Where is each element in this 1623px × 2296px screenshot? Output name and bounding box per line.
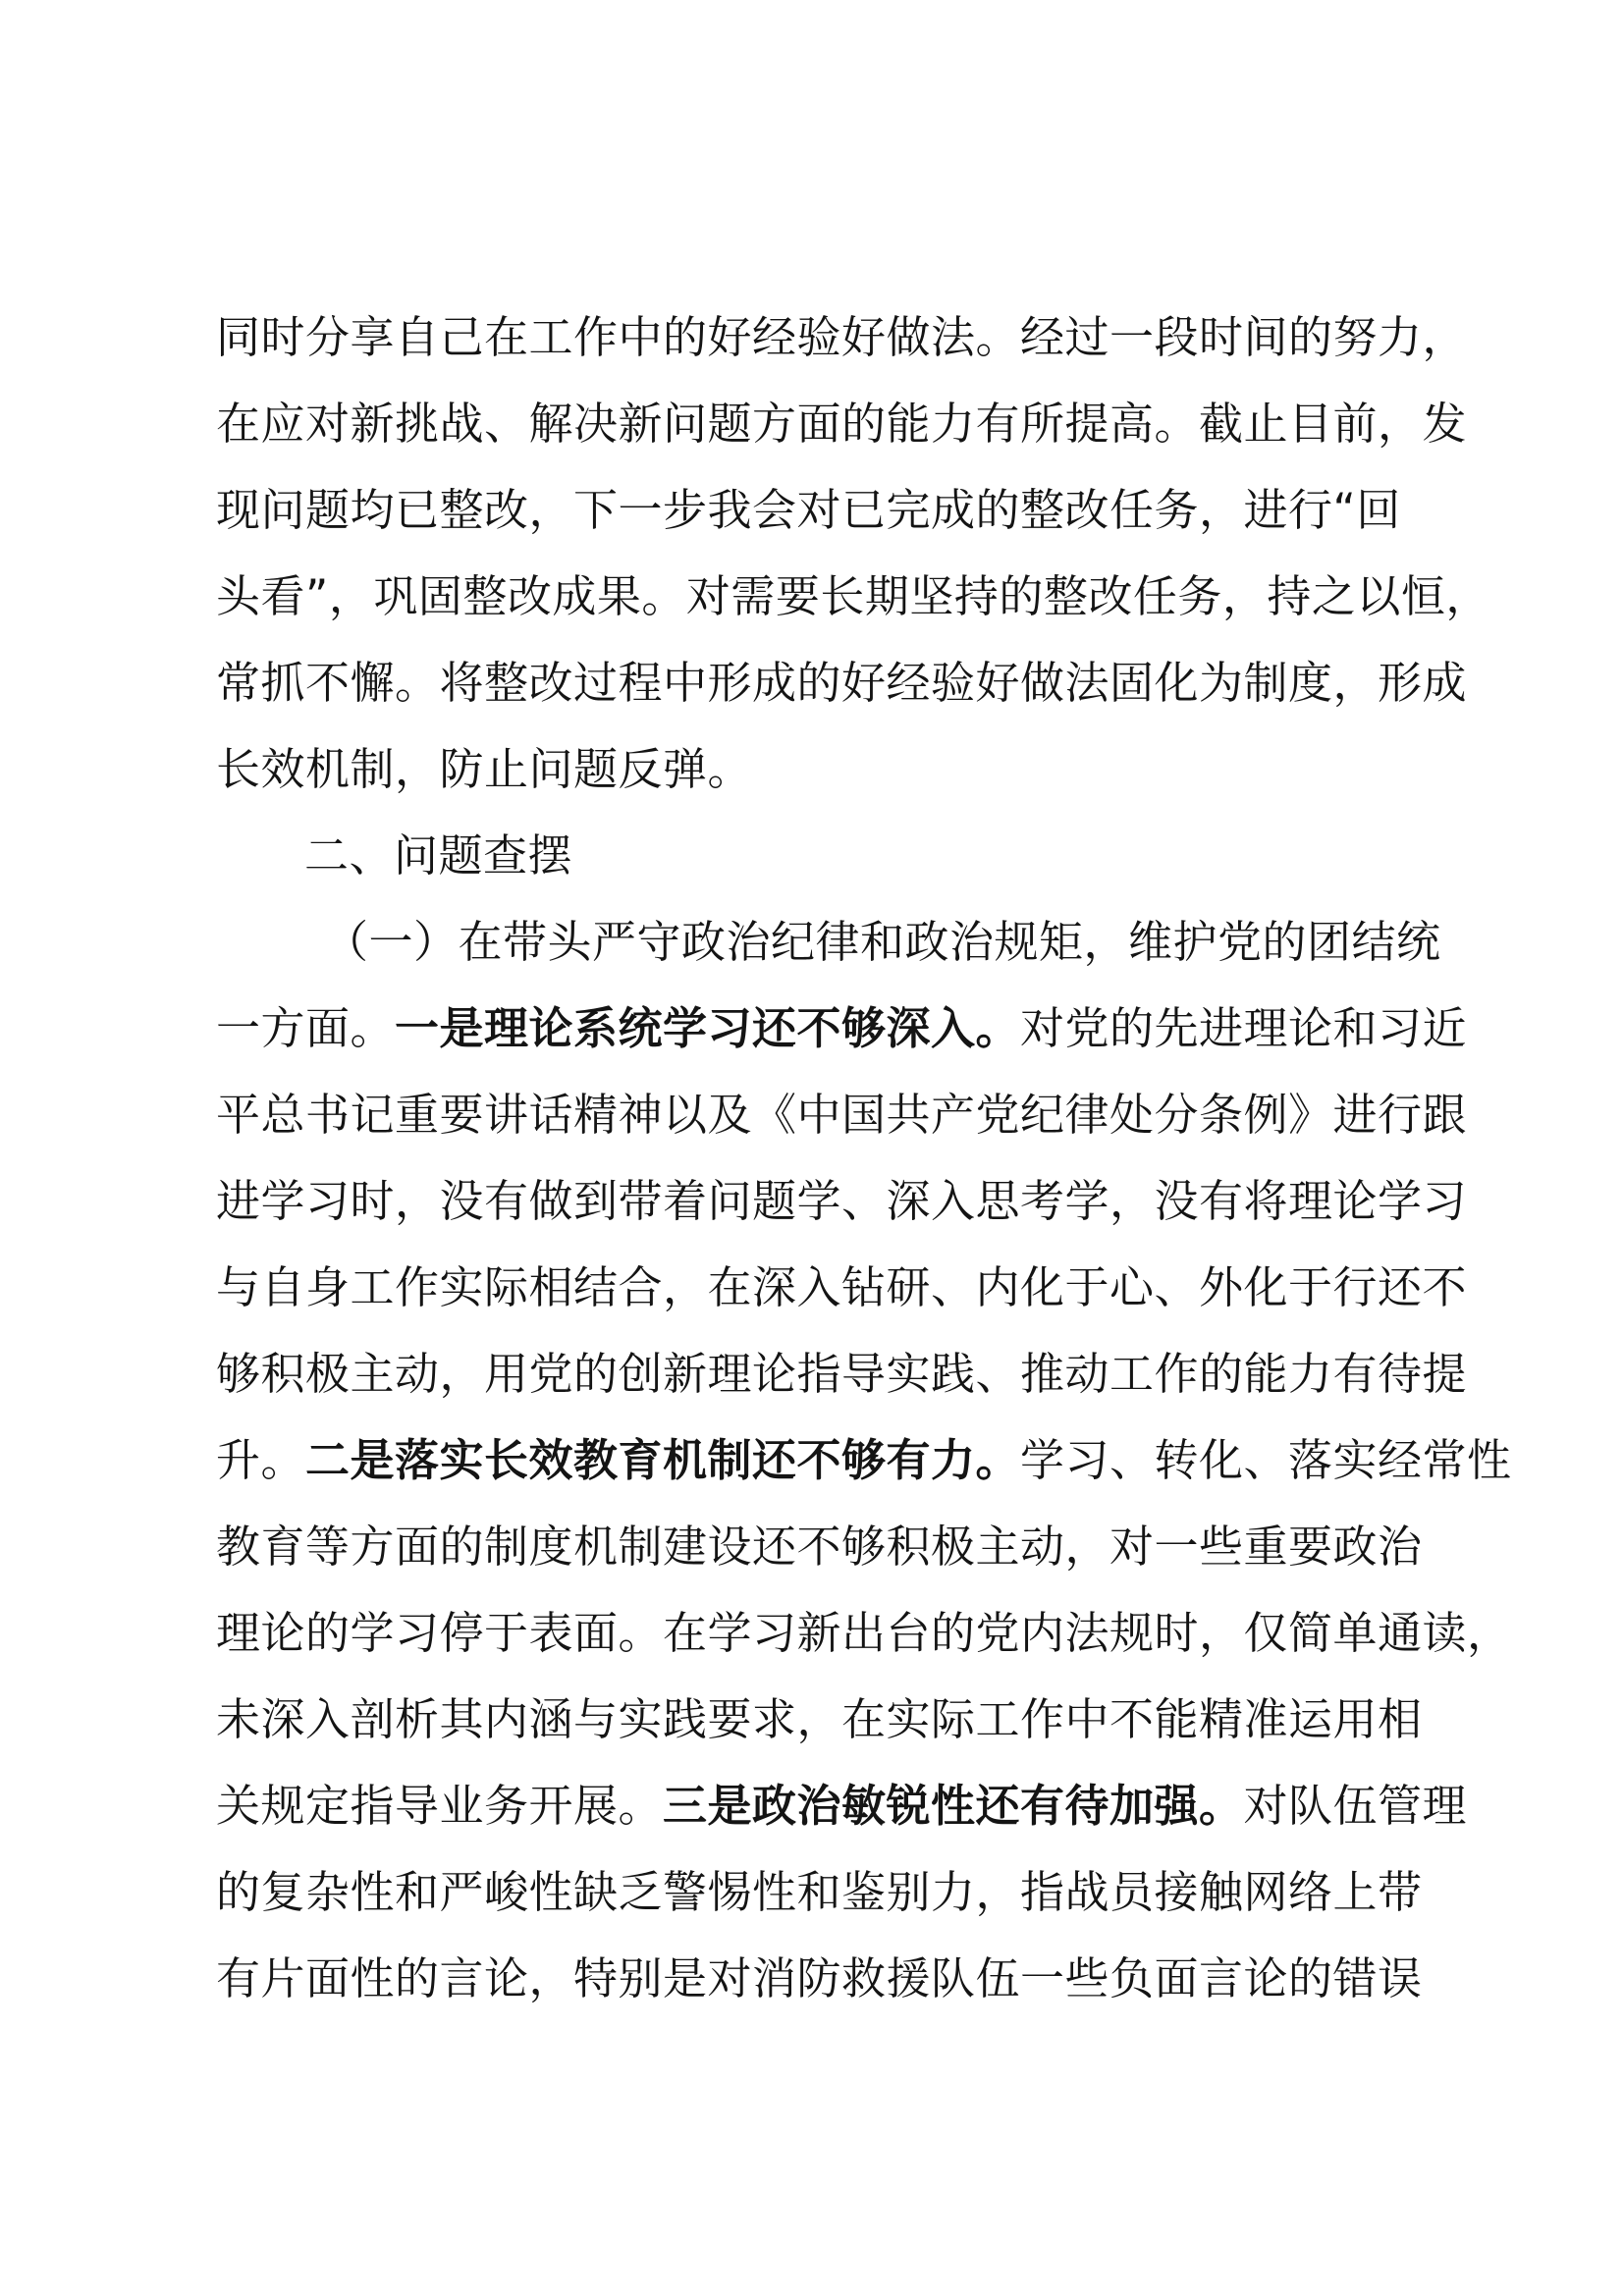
- text-run: 够积极主动，用党的创新理论指导实践、推动工作的能力有待提: [216, 1348, 1468, 1400]
- text-run: 平总书记重要讲话精神以及《中国共产党纪律处分条例》进行跟: [216, 1089, 1468, 1141]
- text-line: [216, 986, 1468, 1072]
- bold-point-two: 二是落实长效教育机制还不够有力。: [305, 1434, 1021, 1486]
- text-line: [216, 1331, 1468, 1417]
- text-run: 二、问题查摆: [304, 829, 573, 881]
- text-line: [216, 1763, 1468, 1849]
- text-line: [216, 554, 1490, 640]
- text-run: （一）在带头严守政治纪律和政治规矩，维护党的团结统: [324, 916, 1441, 968]
- text-run: 同时分享自己在工作中的好经验好做法。经过一段时间的努力，: [216, 311, 1468, 363]
- text-run: 的复杂性和严峻性缺乏警惕性和鉴别力，指战员接触网络上带: [216, 1866, 1423, 1918]
- text-line: [216, 1417, 1512, 1504]
- bold-point-three: 三是政治敏锐性还有待加强。: [663, 1780, 1244, 1832]
- text-line: [216, 1677, 1453, 1763]
- text-run: 头看”，巩固整改成果。对需要长期坚持的整改任务，持之以恒，: [216, 570, 1490, 622]
- text-run: 未深入剖析其内涵与实践要求，在实际工作中不能精准运用相: [216, 1693, 1423, 1745]
- text-run: 长效机制，防止问题反弹。: [216, 743, 753, 795]
- text-line: [216, 1158, 1468, 1245]
- text-run: 在应对新挑战、解决新问题方面的能力有所提高。截止目前，发: [216, 398, 1468, 450]
- text-run: 有片面性的言论，特别是对消防救援队伍一些负面言论的错误: [216, 1952, 1423, 2004]
- text-run: 一方面。: [216, 1002, 396, 1054]
- text-line: [216, 1590, 1512, 1677]
- text-run: 对党的先进理论和习近: [1020, 1002, 1468, 1054]
- text-line: [216, 1072, 1468, 1158]
- text-line: [216, 726, 1453, 813]
- text-line: [216, 640, 1468, 726]
- body-text: [216, 294, 1512, 2022]
- text-run: 现问题均已整改，下一步我会对已完成的整改任务，进行“回: [216, 484, 1401, 536]
- text-line: [216, 467, 1453, 554]
- text-line: [216, 1245, 1468, 1331]
- subsection-heading-line: [216, 899, 1453, 986]
- text-line: [216, 381, 1468, 467]
- text-run: 关规定指导业务开展。: [216, 1780, 664, 1832]
- text-line: [216, 1936, 1453, 2022]
- text-run: 常抓不懈。将整改过程中形成的好经验好做法固化为制度，形成: [216, 657, 1468, 709]
- text-run: 进学习时，没有做到带着问题学、深入思考学，没有将理论学习: [216, 1175, 1468, 1227]
- text-line: [216, 1504, 1453, 1590]
- text-run: 理论的学习停于表面。在学习新出台的党内法规时，仅简单通读，: [216, 1607, 1512, 1659]
- section-heading: [216, 813, 1453, 899]
- text-run: 学习、转化、落实经常性: [1020, 1434, 1512, 1486]
- text-line: [216, 1849, 1453, 1936]
- text-run: 教育等方面的制度机制建设还不够积极主动，对一些重要政治: [216, 1521, 1423, 1573]
- bold-point-one: 一是理论系统学习还不够深入。: [395, 1002, 1021, 1054]
- text-run: 对队伍管理: [1243, 1780, 1468, 1832]
- text-run: 升。: [216, 1434, 306, 1486]
- text-line: [216, 294, 1468, 381]
- text-run: 与自身工作实际相结合，在深入钻研、内化于心、外化于行还不: [216, 1261, 1468, 1313]
